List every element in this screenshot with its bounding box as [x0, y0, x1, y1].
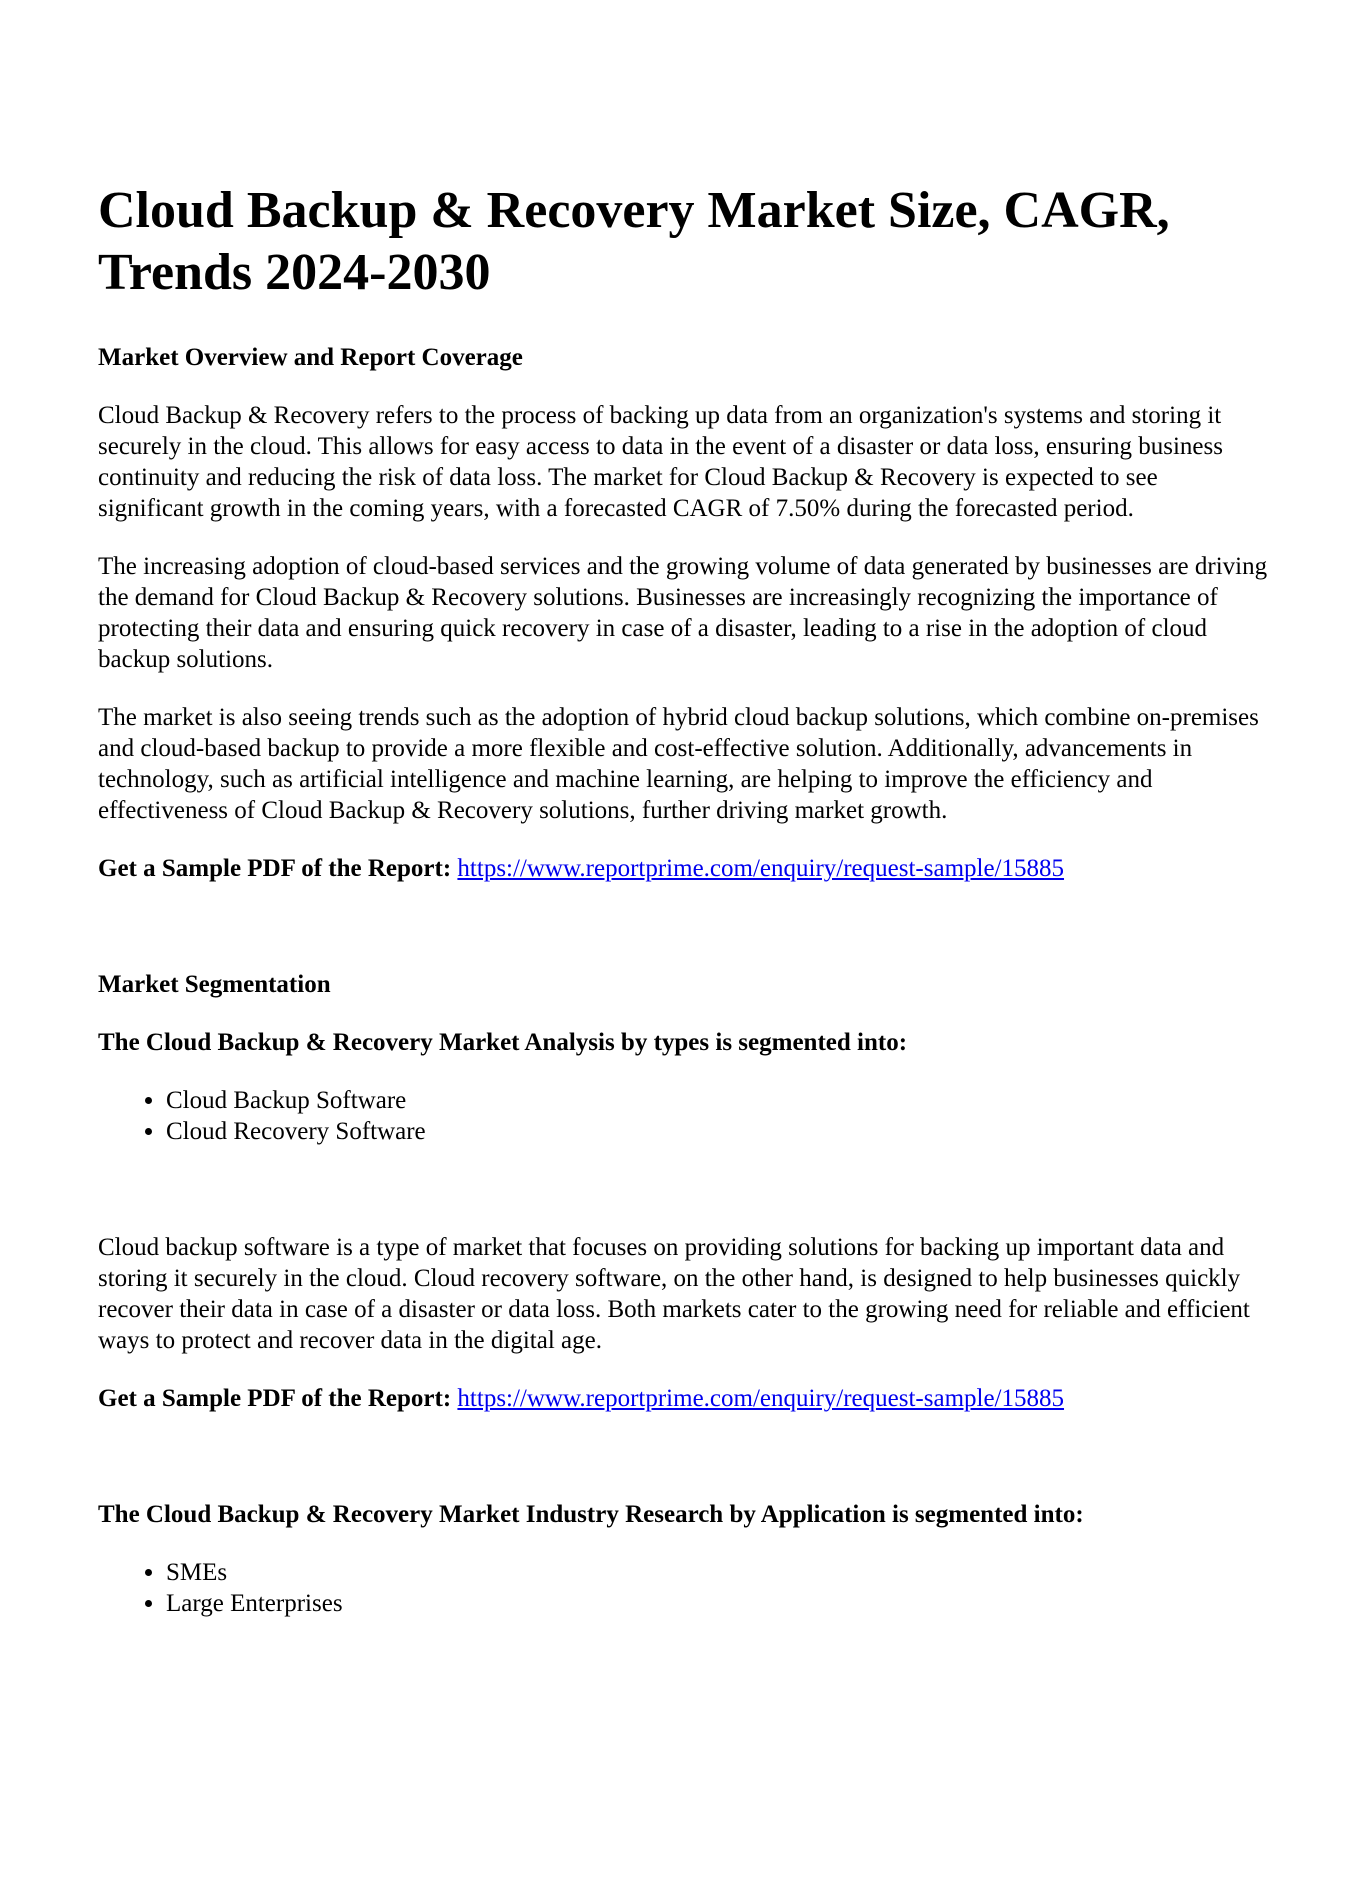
sample-pdf-line-2 — [98, 1383, 1268, 1414]
sample-pdf-link[interactable]: https://www.reportprime.com/enquiry/request-sample/15885 — [457, 855, 1065, 882]
spacer — [98, 1174, 1268, 1232]
spacer — [98, 1441, 1268, 1499]
overview-paragraph-2: The increasing adoption of cloud-based services and the growing volume of data generated by businesses are driving the demand for Cloud Backup & Recovery solutions. Businesses are increasingly recognizing the importance of protecting their data and ensuring quick recovery in case of a disaster, leading to a rise in the adoption of cloud backup solutions. — [98, 553, 1268, 673]
application-heading: The Cloud Backup & Recovery Market Industry Research by Application is segmented into: — [98, 1501, 1084, 1528]
sample-pdf-label: Get a Sample PDF of the Report: — [98, 855, 452, 882]
list-item: • SMEs — [166, 1557, 1268, 1588]
spacer — [98, 911, 1268, 969]
types-paragraph: Cloud backup software is a type of market that focuses on providing solutions for backing up important data and storing it securely in the cloud. Cloud recovery software, on the other hand, is designed to help businesses quickly recover their data in case of a disaster or data loss. Both markets cater to the growing need for reliable and efficient ways to protect and recover data in the digital age. — [98, 1234, 1250, 1354]
list-item: • Cloud Recovery Software — [166, 1116, 1268, 1147]
page-title: Cloud Backup & Recovery Market Size, CAGR, Trends 2024-2030 — [98, 182, 1170, 301]
segmentation-heading: Market Segmentation — [98, 971, 331, 998]
document-page — [98, 180, 1268, 1646]
sample-pdf-label: Get a Sample PDF of the Report: — [98, 1385, 452, 1412]
sample-pdf-line-1 — [98, 853, 1268, 884]
overview-heading: Market Overview and Report Coverage — [98, 344, 523, 371]
list-item: • Large Enterprises — [166, 1588, 1268, 1619]
sample-pdf-link[interactable]: https://www.reportprime.com/enquiry/request-sample/15885 — [457, 1385, 1065, 1412]
overview-paragraph-1: Cloud Backup & Recovery refers to the process of backing up data from an organization's systems and storing it securely in the cloud. This allows for easy access to data in the event of a disaster or data loss, ensuring business continuity and reducing the risk of data loss. The market for Cloud Backup & Recovery is expected to see significant growth in the coming years, with a forecasted CAGR of 7.50% during the forecasted period. — [98, 402, 1223, 522]
applications-list — [98, 1557, 1268, 1619]
types-heading: The Cloud Backup & Recovery Market Analysis by types is segmented into: — [98, 1029, 908, 1056]
overview-paragraph-3: The market is also seeing trends such as the adoption of hybrid cloud backup solutions, which combine on-premises and cloud-based backup to provide a more flexible and cost-effective solution. Additionally, advancements in technology, such as artificial intelligence and machine learning, are helping to improve the efficiency and effectiveness of Cloud Backup & Recovery solutions, further driving market growth. — [98, 704, 1259, 824]
types-list — [98, 1085, 1268, 1147]
list-item: • Cloud Backup Software — [166, 1085, 1268, 1116]
